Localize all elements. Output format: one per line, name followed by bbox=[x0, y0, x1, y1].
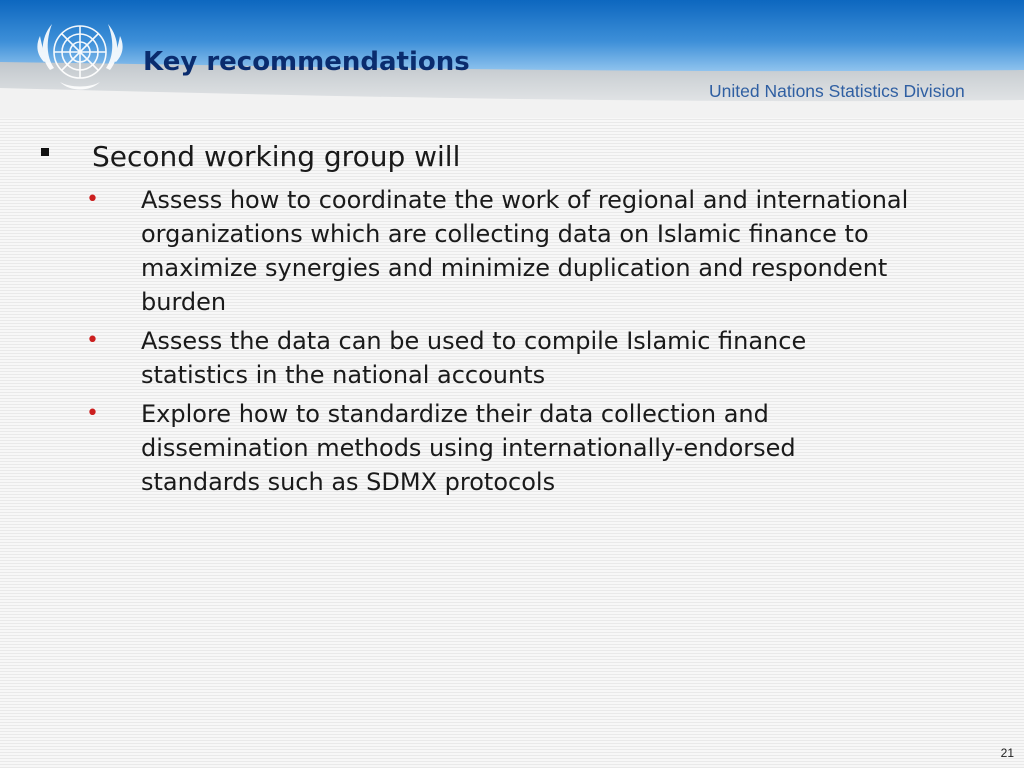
sub-bullet-item bbox=[0, 183, 911, 319]
main-bullet-text: Second working group will bbox=[92, 140, 461, 173]
square-bullet-icon bbox=[41, 148, 49, 156]
slide-title: Key recommendations bbox=[143, 47, 470, 77]
sub-bullet-item bbox=[0, 324, 911, 392]
sub-bullet-list bbox=[0, 183, 1024, 504]
page-number: 21 bbox=[1000, 746, 1014, 760]
organization-name: United Nations Statistics Division bbox=[709, 81, 965, 101]
red-dot-bullet-icon: • bbox=[86, 401, 99, 426]
sub-bullet-text: Explore how to standardize their data collection and dissemination methods using internationally-endorsed standards such as SDMX protocols bbox=[141, 400, 796, 496]
red-dot-bullet-icon: • bbox=[86, 328, 99, 353]
sub-bullet-item bbox=[0, 397, 911, 499]
un-emblem-icon bbox=[30, 10, 130, 98]
header-banner bbox=[0, 0, 1024, 118]
sub-bullet-text: Assess how to coordinate the work of regional and international organizations which are collecting data on Islamic finance to maximize synergies and minimize duplication and respondent burden bbox=[141, 186, 909, 316]
sub-bullet-text: Assess the data can be used to compile Islamic finance statistics in the national accounts bbox=[141, 327, 807, 389]
red-dot-bullet-icon: • bbox=[86, 187, 99, 212]
